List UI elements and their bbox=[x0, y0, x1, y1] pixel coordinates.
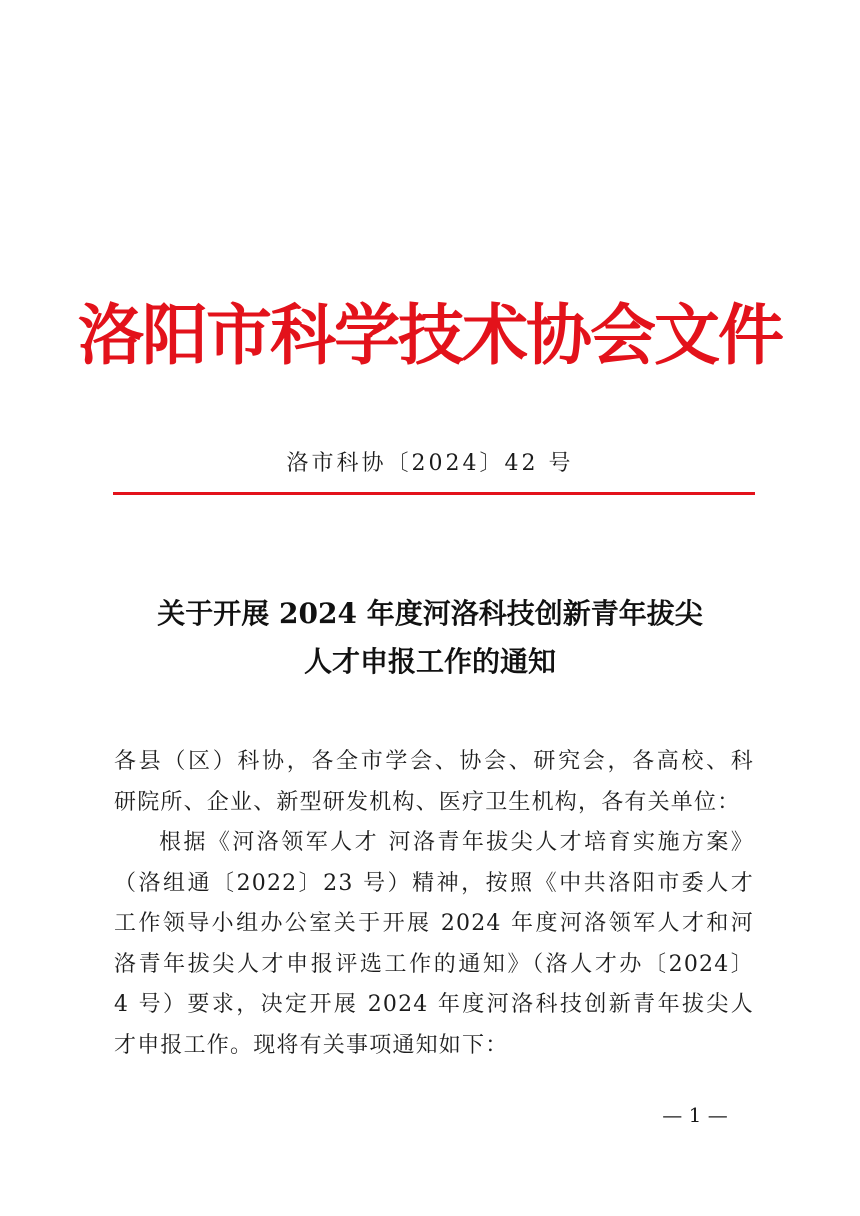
body-line: （洛组通〔2022〕23 号）精神，按照《中共洛阳市委人才 bbox=[114, 870, 754, 896]
body-line: 研院所、企业、新型研发机构、医疗卫生机构，各有关单位： bbox=[114, 789, 741, 815]
body-line: 才申报工作。现将有关事项通知如下： bbox=[114, 1032, 509, 1058]
page-number: — 1 — bbox=[662, 1103, 728, 1127]
notice-title-line: 关于开展 2024 年度河洛科技创新青年拔尖 bbox=[157, 597, 703, 630]
body-line: 各县（区）科协，各全市学会、协会、研究会，各高校、科 bbox=[114, 749, 754, 774]
body-line: 根据《河洛领军人才 河洛青年拔尖人才培育实施方案》 bbox=[159, 830, 754, 855]
notice-title bbox=[100, 590, 760, 686]
red-divider-line bbox=[113, 492, 755, 495]
document-number: 洛市科协〔2024〕42 号 bbox=[286, 451, 574, 476]
body-line: 洛青年拔尖人才申报评选工作的通知》（洛人才办〔2024〕 bbox=[114, 951, 754, 977]
notice-title-line: 人才申报工作的通知 bbox=[303, 645, 556, 678]
document-header-title: 洛阳市科学技术协会文件 bbox=[78, 296, 782, 374]
notice-body bbox=[114, 742, 754, 1066]
body-line: 4 号）要求，决定开展 2024 年度河洛科技创新青年拔尖人 bbox=[114, 992, 754, 1017]
body-line: 工作领导小组办公室关于开展 2024 年度河洛领军人才和河 bbox=[114, 911, 754, 936]
